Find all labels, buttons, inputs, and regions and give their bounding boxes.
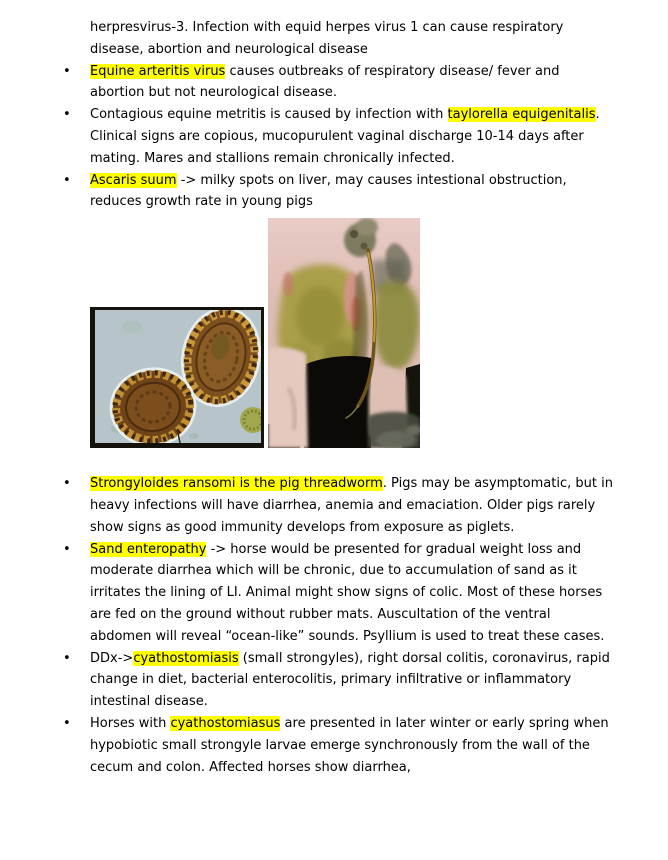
text-run: . Pigs may be asymptomatic, but in heavy infections will have diarrhea, anemia and emaciation. Older pigs rarely show signs as good immunity develops from exposure as piglets. (90, 476, 613, 535)
text-run: causes outbreaks of respiratory disease/ fever and abortion but not neurological disease. (90, 63, 560, 101)
highlighted-term: Strongyloides ransomi is the pig threadworm (90, 476, 383, 492)
text-run: (small strongyles), right dorsal colitis, coronavirus, rapid change in diet, bacterial enterocolitis, primary infiltrative or inflammatory intestinal disease. (90, 650, 610, 710)
text-run: -> milky spots on liver, may causes intestional obstruction, reduces growth rate in young pigs (90, 172, 567, 210)
bullet-item-contagious-equine-metritis (90, 104, 614, 169)
highlighted-term: cyathostomiasis (133, 650, 239, 666)
text-run: herpresvirus-3. Infection with equid herpes virus 1 can cause respiratory disease, abortion and neurological disease (90, 20, 564, 57)
bullet-item-equine-arteritis (90, 61, 614, 105)
bullet-list-top (90, 61, 614, 214)
ascaris-eggs-micrograph-image (90, 307, 264, 448)
text-run: -> horse would be presented for gradual weight loss and moderate diarrhea which will be chronic, due to accumulation of sand as it irritates the lining of LI. Animal might show signs of colic. Most of these horses are fed on the ground without rubber mats. Auscultation of the ventral abdomen will reveal “ocean-like” sounds. Psyllium is used to treat these cases. (90, 541, 605, 644)
bullet-item-strongyloides (90, 473, 614, 538)
highlighted-term: taylorella equigenitalis (447, 107, 596, 123)
text-run: are presented in later winter or early spring when hypobiotic small strongyle larvae emerge synchronously from the wall of the cecum and colon. Affected horses show diarrhea, (90, 715, 609, 775)
text-run: . Clinical signs are copious, mucopurulent vaginal discharge 10-14 days after mating. Mares and stallions remain chronically infected. (90, 107, 600, 166)
bullet-item-cyathostomiasis-season (90, 713, 614, 778)
bullet-item-ascaris-suum (90, 170, 614, 214)
paragraph-continuation (90, 17, 614, 61)
highlighted-term: Sand enteropathy (90, 541, 207, 557)
pig-diarrhea-photo-image (268, 218, 420, 448)
text-run: Horses with (90, 715, 171, 731)
text-run: DDx-> (90, 650, 134, 666)
bullet-item-ddx (90, 648, 614, 713)
text-run: Contagious equine metritis is caused by infection with (90, 107, 448, 123)
figure-row (90, 218, 614, 448)
bullet-item-sand-enteropathy (90, 539, 614, 648)
bullet-list-bottom (90, 473, 614, 778)
highlighted-term: Ascaris suum (90, 172, 177, 188)
highlighted-term: Equine arteritis virus (90, 63, 226, 79)
highlighted-term: cyathostomiasus (170, 715, 281, 731)
